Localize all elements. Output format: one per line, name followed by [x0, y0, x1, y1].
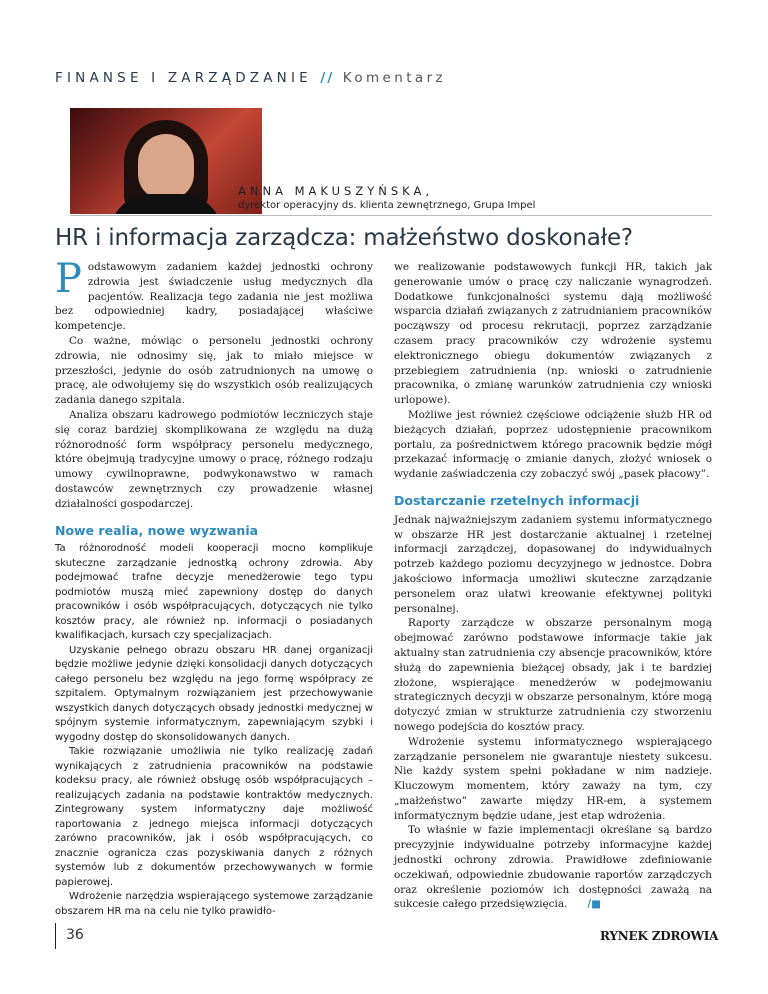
end-mark-icon: /■: [587, 898, 601, 911]
banner-background: [262, 108, 712, 214]
article-title: HR i informacja zarządcza: małżeństwo doskonałe?: [55, 225, 633, 251]
footer-divider: [55, 923, 56, 949]
paragraph: we realizowanie podstawowych funkcji HR, takich jak generowanie umów o pracę czy naliczanie wynagrodzeń. Dodatkowe funkcjonalności systemu dają możliwość wsparcia działań związanych z zatrudnianiem pracowników począwszy od procesu rekrutacji, poprzez zarządzanie czasem pracy pracowników czy wdrożenie systemu elektronicznego obiegu dokumentów związanych z przebiegiem zatrudnienia (np. wnioski o zatrudnienie pracownika, o zmianę warunków zatrudnienia czy wnioski urlopowe).: [394, 261, 712, 407]
brand-logo: RYNEK ZDROWIA: [600, 929, 719, 943]
author-role: dyrektor operacyjny ds. klienta zewnętrznego, Grupa Impel: [238, 200, 536, 211]
paragraph: Raporty zarządcze w obszarze personalnym mogą obejmować zarówno podstawowe informacje takie jak aktualny stan zatrudnienia czy absencje pracowników, które służą do zapewnienia bieżącej obsady, jak i te bardziej złożone, wspierające menedżerów w podejmowaniu strategicznych decyzji w obszarze personalnym, które mogą dotyczyć zmian w strukturze zatrudnienia czy stworzeniu nowego podejścia do kosztów pracy.: [394, 617, 712, 733]
author-photo: [70, 108, 262, 214]
section-subcategory: Komentarz: [342, 70, 447, 86]
page-number: 36: [66, 927, 84, 943]
banner-divider: [70, 215, 712, 216]
section-heading: Dostarczanie rzetelnych informacji: [394, 492, 640, 508]
paragraph: Analiza obszaru kadrowego podmiotów leczniczych staje się coraz bardziej skomplikowana ze względu na dużą różnorodność form współpracy personelu medycznego, które obejmują tradycyjne umowy o pracę, różnego rodzaju umowy cywilnoprawne, podwykonawstwo w ramach dostawców zewnętrznych czy prowadzenie własnej działalności gospodarczej.: [55, 408, 373, 510]
drop-cap: P: [55, 256, 82, 302]
paragraph: Ta różnorodność modeli kooperacji mocno komplikuje skuteczne zarządzanie jednostką ochrony zdrowia. Aby podejmować trafne decyzje menedżerowie tego typu podmiotów muszą mieć zapewniony dostęp do danych pracowników i osób współpracujących, dotyczących nie tylko kosztów pracy, ale również np. informacji o posiadanych kwalifikacjach, kursach czy specjalizacjach.: [55, 543, 373, 642]
section-header: [55, 70, 446, 86]
section-separator: //: [320, 70, 335, 86]
paragraph: Podstawowym zadaniem każdej jednostki ochrony zdrowia jest świadczenie usług medycznych dla pacjentów. Realizacja tego zadania nie jest możliwa bez odpowiedniej kadry, posiadającej właściwe kompetencje.: [55, 256, 373, 333]
paragraph: Co ważne, mówiąc o personelu jednostki ochrony zdrowia, nie odnosimy się, jak to miało miejsce w przeszłości, jedynie do osób zatrudnionych na umowę o pracę, ale odwołujemy się do wszystkich osób realizujących zadania danego szpitala.: [55, 334, 373, 407]
section-category: FINANSE I ZARZĄDZANIE: [55, 70, 312, 86]
paragraph: Uzyskanie pełnego obrazu obszaru HR danej organizacji będzie możliwe jedynie dzięki konsolidacji danych dotyczących całego personelu bez względu na jego formę współpracy ze szpitalem. Optymalnym rozwiązaniem jest przechowywanie wszystkich danych dotyczących obsady jednostki medycznej w spójnym systemie informatycznym, zapewniającym szybki i wygodny dostęp do skonsolidowanych danych.: [55, 644, 373, 743]
paragraph: Wdrożenie systemu informatycznego wspierającego zarządzanie personelem nie gwarantuje niestety sukcesu. Nie każdy system spełni pokładane w nim nadzieje. Kluczowym momentem, który zaważy na tym, czy „małżeństwo” zawarte między HR-em, a systemem informatycznym będzie udane, jest etap wdrożenia.: [394, 735, 712, 822]
author-name: ANNA MAKUSZYŃSKA,: [238, 184, 433, 198]
paragraph: Wdrożenie narzędzia wspierającego systemowe zarządzanie obszarem HR ma na celu nie tylko prawidło-: [55, 891, 373, 917]
paragraph: Możliwe jest również częściowe odciążenie służb HR od bieżących działań, poprzez udostępnienie pracownikom portalu, za pośrednictwem którego pracownik będzie mógł przekazać informację o zmianie danych, złożyć wniosek o wydanie zaświadczenia czy zobaczyć swój „pasek płacowy”.: [394, 408, 712, 481]
sans-section: [55, 542, 373, 919]
paragraph: To właśnie w fazie implementacji określane są bardzo precyzyjnie indywidualne potrzeby informacyjne każdej jednostki ochrony zdrowia. Prawidłowe zdefiniowanie oczekiwań, odpowiednie zbudowanie raportów zarządczych oraz określenie poziomów ich dostępności zaważą na sukcesie całego przedsięwzięcia. /■: [394, 824, 712, 911]
paragraph: Takie rozwiązanie umożliwia nie tylko realizację zadań wynikających z zatrudnienia pracowników na podstawie kodeksu pracy, ale również obsługę osób współpracujących – realizujących zadania na podstawie kontraktów medycznych. Zintegrowany system informatyczny daje możliwość raportowania z jednego miejsca informacji dotyczących zarówno pracowników, jak i osób współpracujących, co znacznie ogranicza czas pozyskiwania danych z różnych systemów lub z dokumentów przechowywanych w formie papierowej.: [55, 746, 373, 888]
photo-face: [138, 134, 194, 200]
article-column-right: [394, 260, 712, 912]
article-column-left: [55, 256, 373, 919]
section-heading: Nowe realia, nowe wyzwania: [55, 522, 259, 538]
paragraph: Jednak najważniejszym zadaniem systemu informatycznego w obszarze HR jest dostarczanie aktualnej i rzetelnej informacji zarządczej, dopasowanej do indywidualnych potrzeb każdego poziomu decyzyjnego w jednostce. Dobra jakościowo informacja umożliwi skuteczne zarządzanie personelem oraz ułatwi kreowanie efektywnej polityki personalnej.: [394, 513, 712, 615]
